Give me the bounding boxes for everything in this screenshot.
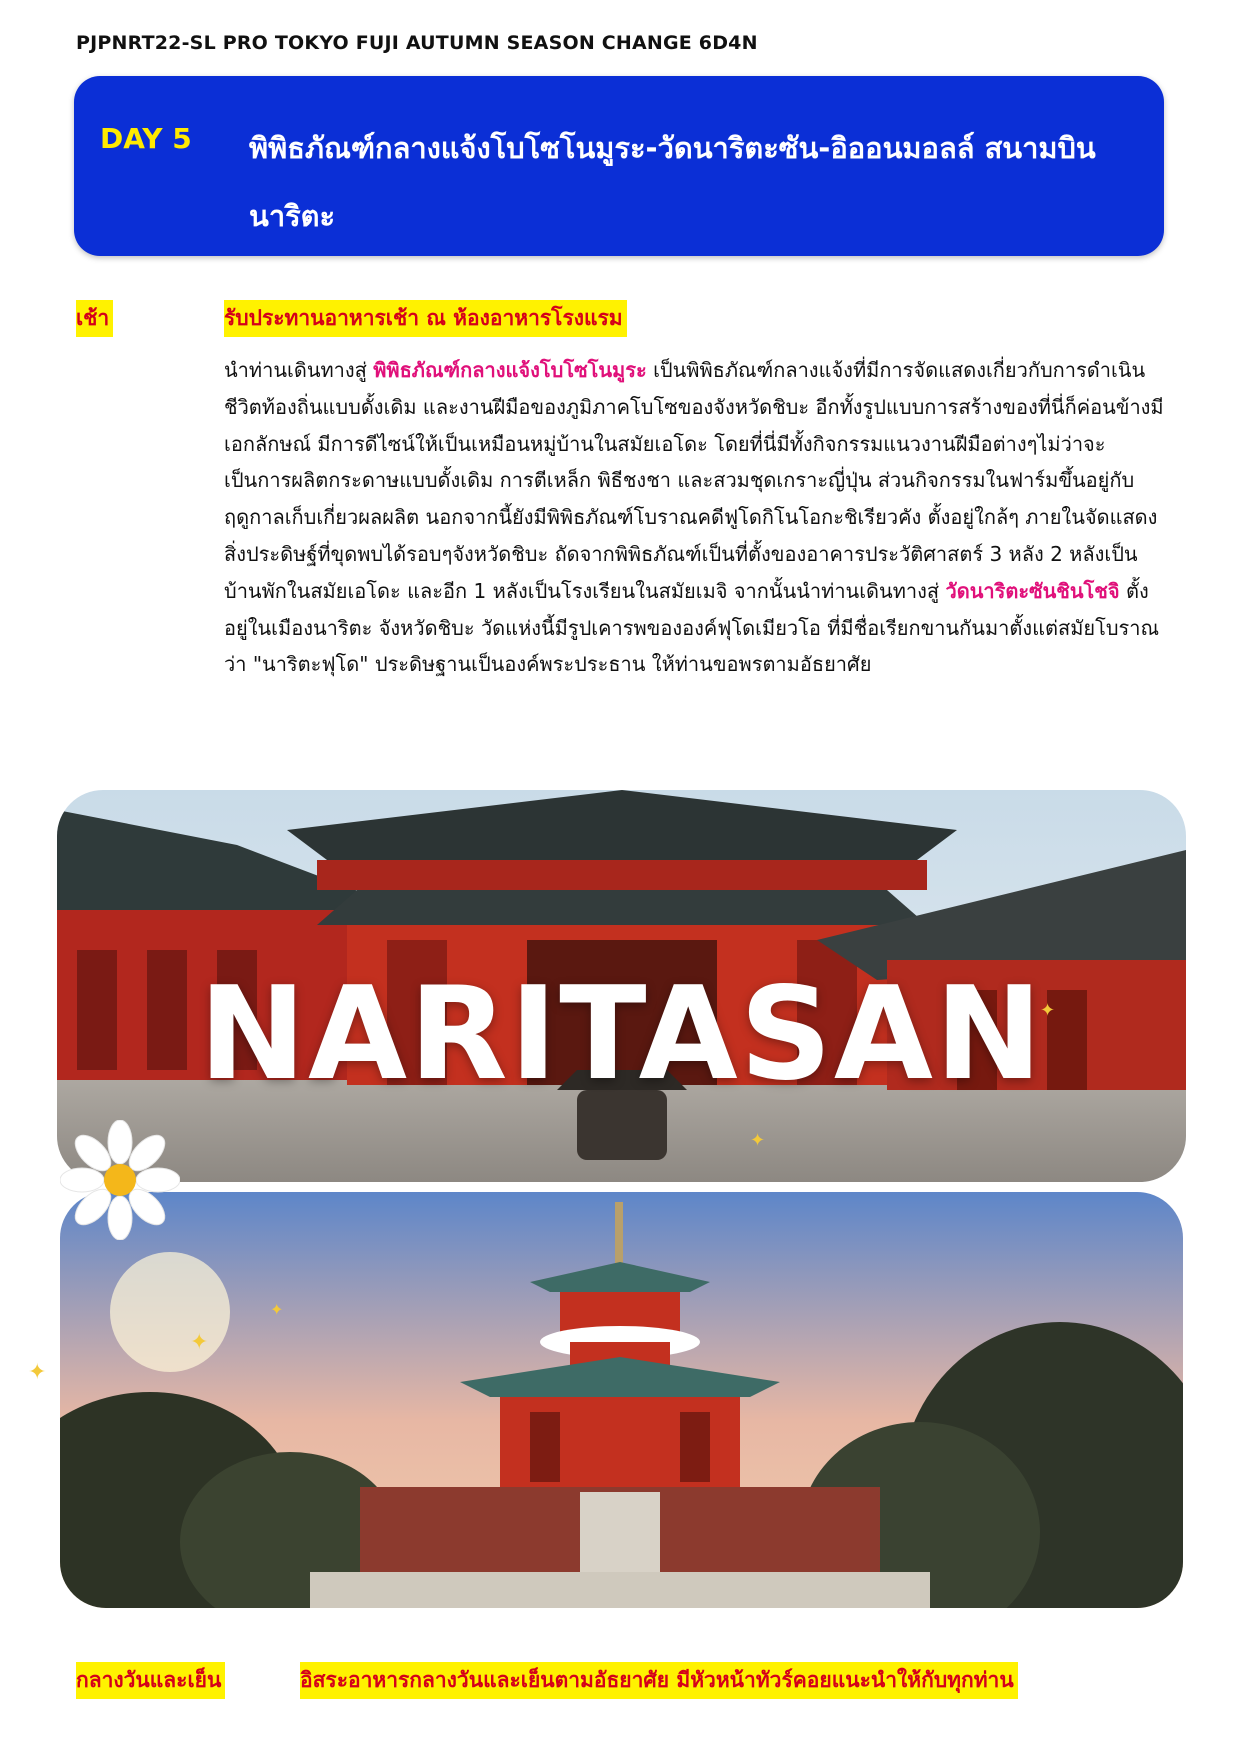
naritasan-gate-photo [57,790,1186,1182]
day-label: DAY 5 [100,122,192,155]
day-description [224,352,1164,683]
pagoda-illustration [60,1192,1183,1608]
description-part-1: นำท่านเดินทางสู่ [224,358,374,382]
sparkle-icon: ✦ [750,1130,766,1151]
sparkle-icon: ✦ [1040,1000,1056,1021]
program-code: PJPNRT22-SL PRO TOKYO FUJI AUTUMN SEASON CHANGE 6D4N [76,32,758,54]
description-part-2: เป็นพิพิธภัณฑ์กลางแจ้งที่มีการจัดแสดงเกี่ยวกับการดำเนินชีวิตท้องถิ่นแบบดั้งเดิม และงานฝีมือของภูมิภาคโบโซของจังหวัดชิบะ อีกทั้งรูปแบบการสร้างของที่นี่ก็ค่อนข้างมีเอกลักษณ์ มีการดีไซน์ให้เป็นเหมือนหมู่บ้านในสมัยเอโดะ โดยที่นี่มีทั้งกิจกรรมแนวงานฝีมือต่างๆไม่ว่าจะเป็นการผลิตกระดาษแบบดั้งเดิม การตีเหล็ก พิธีชงชา และสวมชุดเกราะญี่ปุ่น ส่วนกิจกรรมในฟาร์มขึ้นอยู่กับฤดูกาลเก็บเกี่ยวผลผลิต นอกจากนี้ยังมีพิพิธภัณฑ์โบราณคดีฟูโดกิโนโอกะชิเรียวคัง ตั้งอยู่ใกล้ๆ ภายในจัดแสดงสิ่งประดิษฐ์ที่ขุดพบได้รอบๆจังหวัดชิบะ ถัดจากพิพิธภัณฑ์เป็นที่ตั้งของอาคารประวัติศาสตร์ 3 หลัง 2 หลังเป็นบ้านพักในสมัยเอโดะ และอีก 1 หลังเป็นโรงเรียนในสมัยเมจิ จากนั้นนำท่านเดินทางสู่ [224,358,1164,603]
breakfast-label: เช้า [76,300,113,337]
lunch-dinner-text: อิสระอาหารกลางวันและเย็นตามอัธยาศัย มีหัวหน้าทัวร์คอยแนะนำให้กับทุกท่าน [300,1662,1018,1699]
daisy-flower-decoration [60,1120,180,1240]
lunch-dinner-label: กลางวันและเย็น [76,1662,225,1699]
place-naritasan-shinshoji: วัดนาริตะซันชินโชจิ [945,578,1120,603]
breakfast-text: รับประทานอาหารเช้า ณ ห้องอาหารโรงแรม [224,300,627,337]
day-banner [74,76,1164,256]
sparkle-icon: ✦ [28,1360,47,1385]
pagoda-photo [60,1192,1183,1608]
naritasan-overlay-text: NARITASAN [198,960,1045,1109]
day-title: พิพิธภัณฑ์กลางแจ้งโบโซโนมูระ-วัดนาริตะซัน-อิออนมอลล์ สนามบินนาริตะ [249,131,1096,233]
description-part-3: ตั้งอยู่ในเมืองนาริตะ จังหวัดชิบะ วัดแห่งนี้มีรูปเคารพขององค์ฟุโดเมียวโอ ที่มีชื่อเรียกขานกันมาตั้งแต่สมัยโบราณว่า "นาริตะฟุโด" ประดิษฐานเป็นองค์พระประธาน ให้ท่านขอพรตามอัธยาศัย [224,578,1160,677]
place-boso-no-mura: พิพิธภัณฑ์กลางแจ้งโบโซโนมูระ [373,358,647,382]
sparkle-icon: ✦ [270,1300,284,1319]
sparkle-icon: ✦ [190,1330,209,1355]
